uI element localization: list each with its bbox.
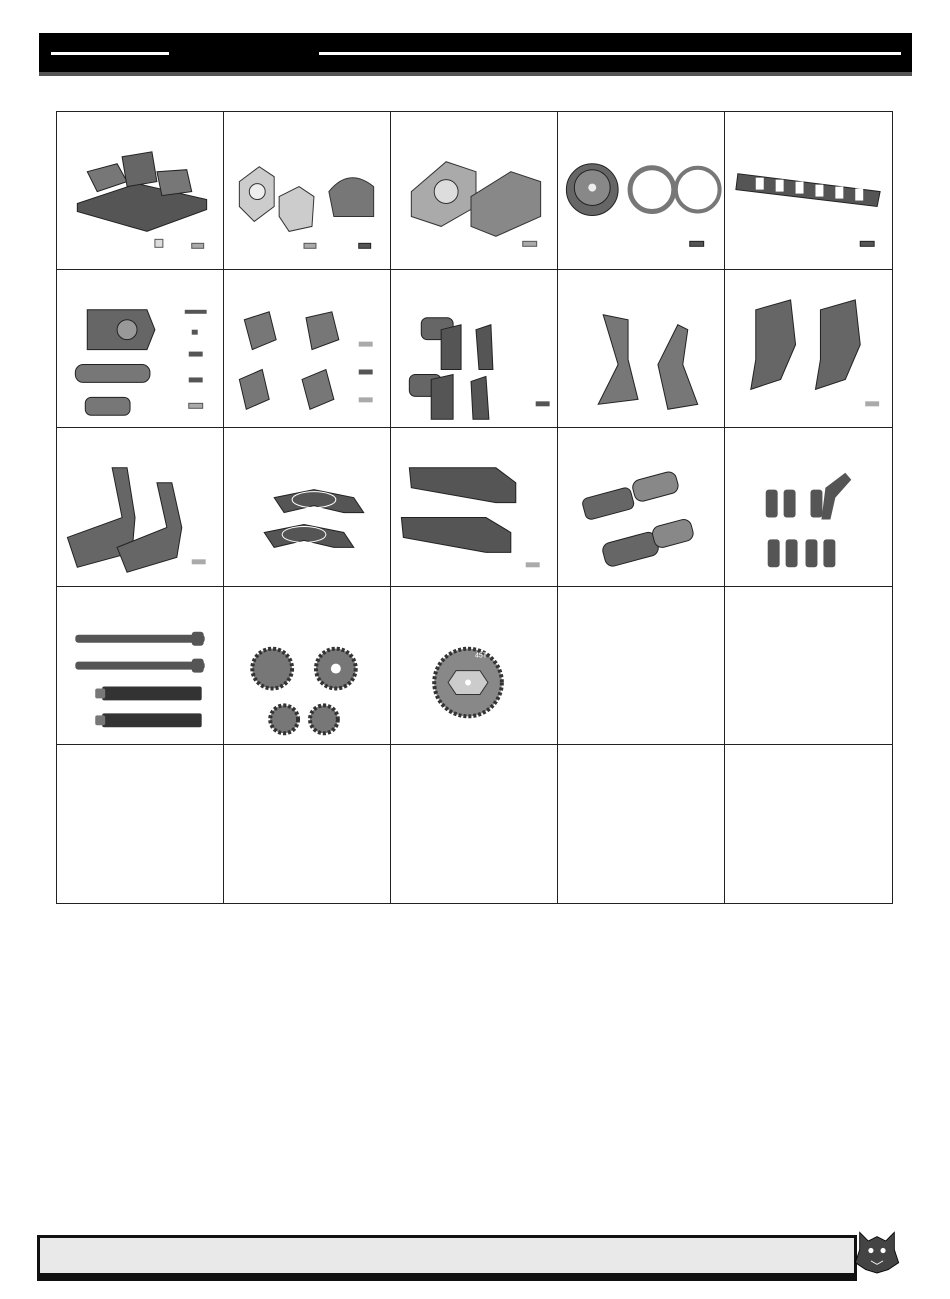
diff-housing-drawing: [57, 270, 223, 427]
cougar-logo: [842, 1228, 912, 1288]
steering-arms-drawing: [224, 428, 390, 585]
part-cell-empty: [725, 745, 892, 903]
chassis-mounts-drawing: [391, 428, 557, 585]
part-cell-chassis-plates: [57, 112, 224, 270]
page-footer-bar: [37, 1235, 857, 1281]
universal-joints-drawing: [558, 428, 724, 585]
part-cell-main-gear: [391, 587, 558, 745]
part-cell-driveshafts: [57, 587, 224, 745]
part-cell-wheel-rings: [558, 112, 725, 270]
chassis-plates-drawing: [57, 112, 223, 269]
wheel-rings-drawing: [558, 112, 724, 269]
part-cell-shock-towers-front: [725, 270, 892, 428]
part-cell-steering-knuckles: [558, 270, 725, 428]
part-cell-universal-joints: [558, 428, 725, 586]
portal-housings-drawing: [391, 270, 557, 427]
part-cell-empty: [391, 745, 558, 903]
part-cell-axle-uprights: [224, 270, 391, 428]
shock-towers-rear-drawing: [57, 428, 223, 585]
spur-gears-drawing: [224, 587, 390, 744]
parts-grid: [56, 111, 893, 904]
cougar-head-icon: [842, 1228, 912, 1280]
header-rule-right: [319, 52, 901, 55]
part-cell-empty: [57, 745, 224, 903]
axle-uprights-drawing: [224, 270, 390, 427]
part-cell-empty: [558, 587, 725, 745]
part-cell-chassis-mounts: [391, 428, 558, 586]
part-cell-gearbox-halves: [224, 112, 391, 270]
header-rule-left: [51, 52, 169, 55]
steering-knuckles-drawing: [558, 270, 724, 427]
part-cell-spur-gears: [224, 587, 391, 745]
motor-housing-drawing: [391, 112, 557, 269]
driveshafts-drawing: [57, 587, 223, 744]
grille-drawing: [725, 112, 892, 269]
part-cell-empty: [558, 745, 725, 903]
link-mounts-drawing: [725, 428, 892, 585]
gear-tooth-label: 45T: [474, 652, 487, 660]
part-cell-diff-housing: [57, 270, 224, 428]
part-cell-steering-arms: [224, 428, 391, 586]
gearbox-halves-drawing: [224, 112, 390, 269]
part-cell-portal-housings: [391, 270, 558, 428]
part-cell-grille: [725, 112, 892, 270]
page-header-bar: [39, 33, 912, 76]
part-cell-link-mounts: [725, 428, 892, 586]
part-cell-shock-towers-rear: [57, 428, 224, 586]
shock-towers-front-drawing: [725, 270, 892, 427]
part-cell-empty: [725, 587, 892, 745]
part-cell-empty: [224, 745, 391, 903]
part-cell-motor-housing: [391, 112, 558, 270]
main-gear-drawing: [391, 587, 557, 744]
